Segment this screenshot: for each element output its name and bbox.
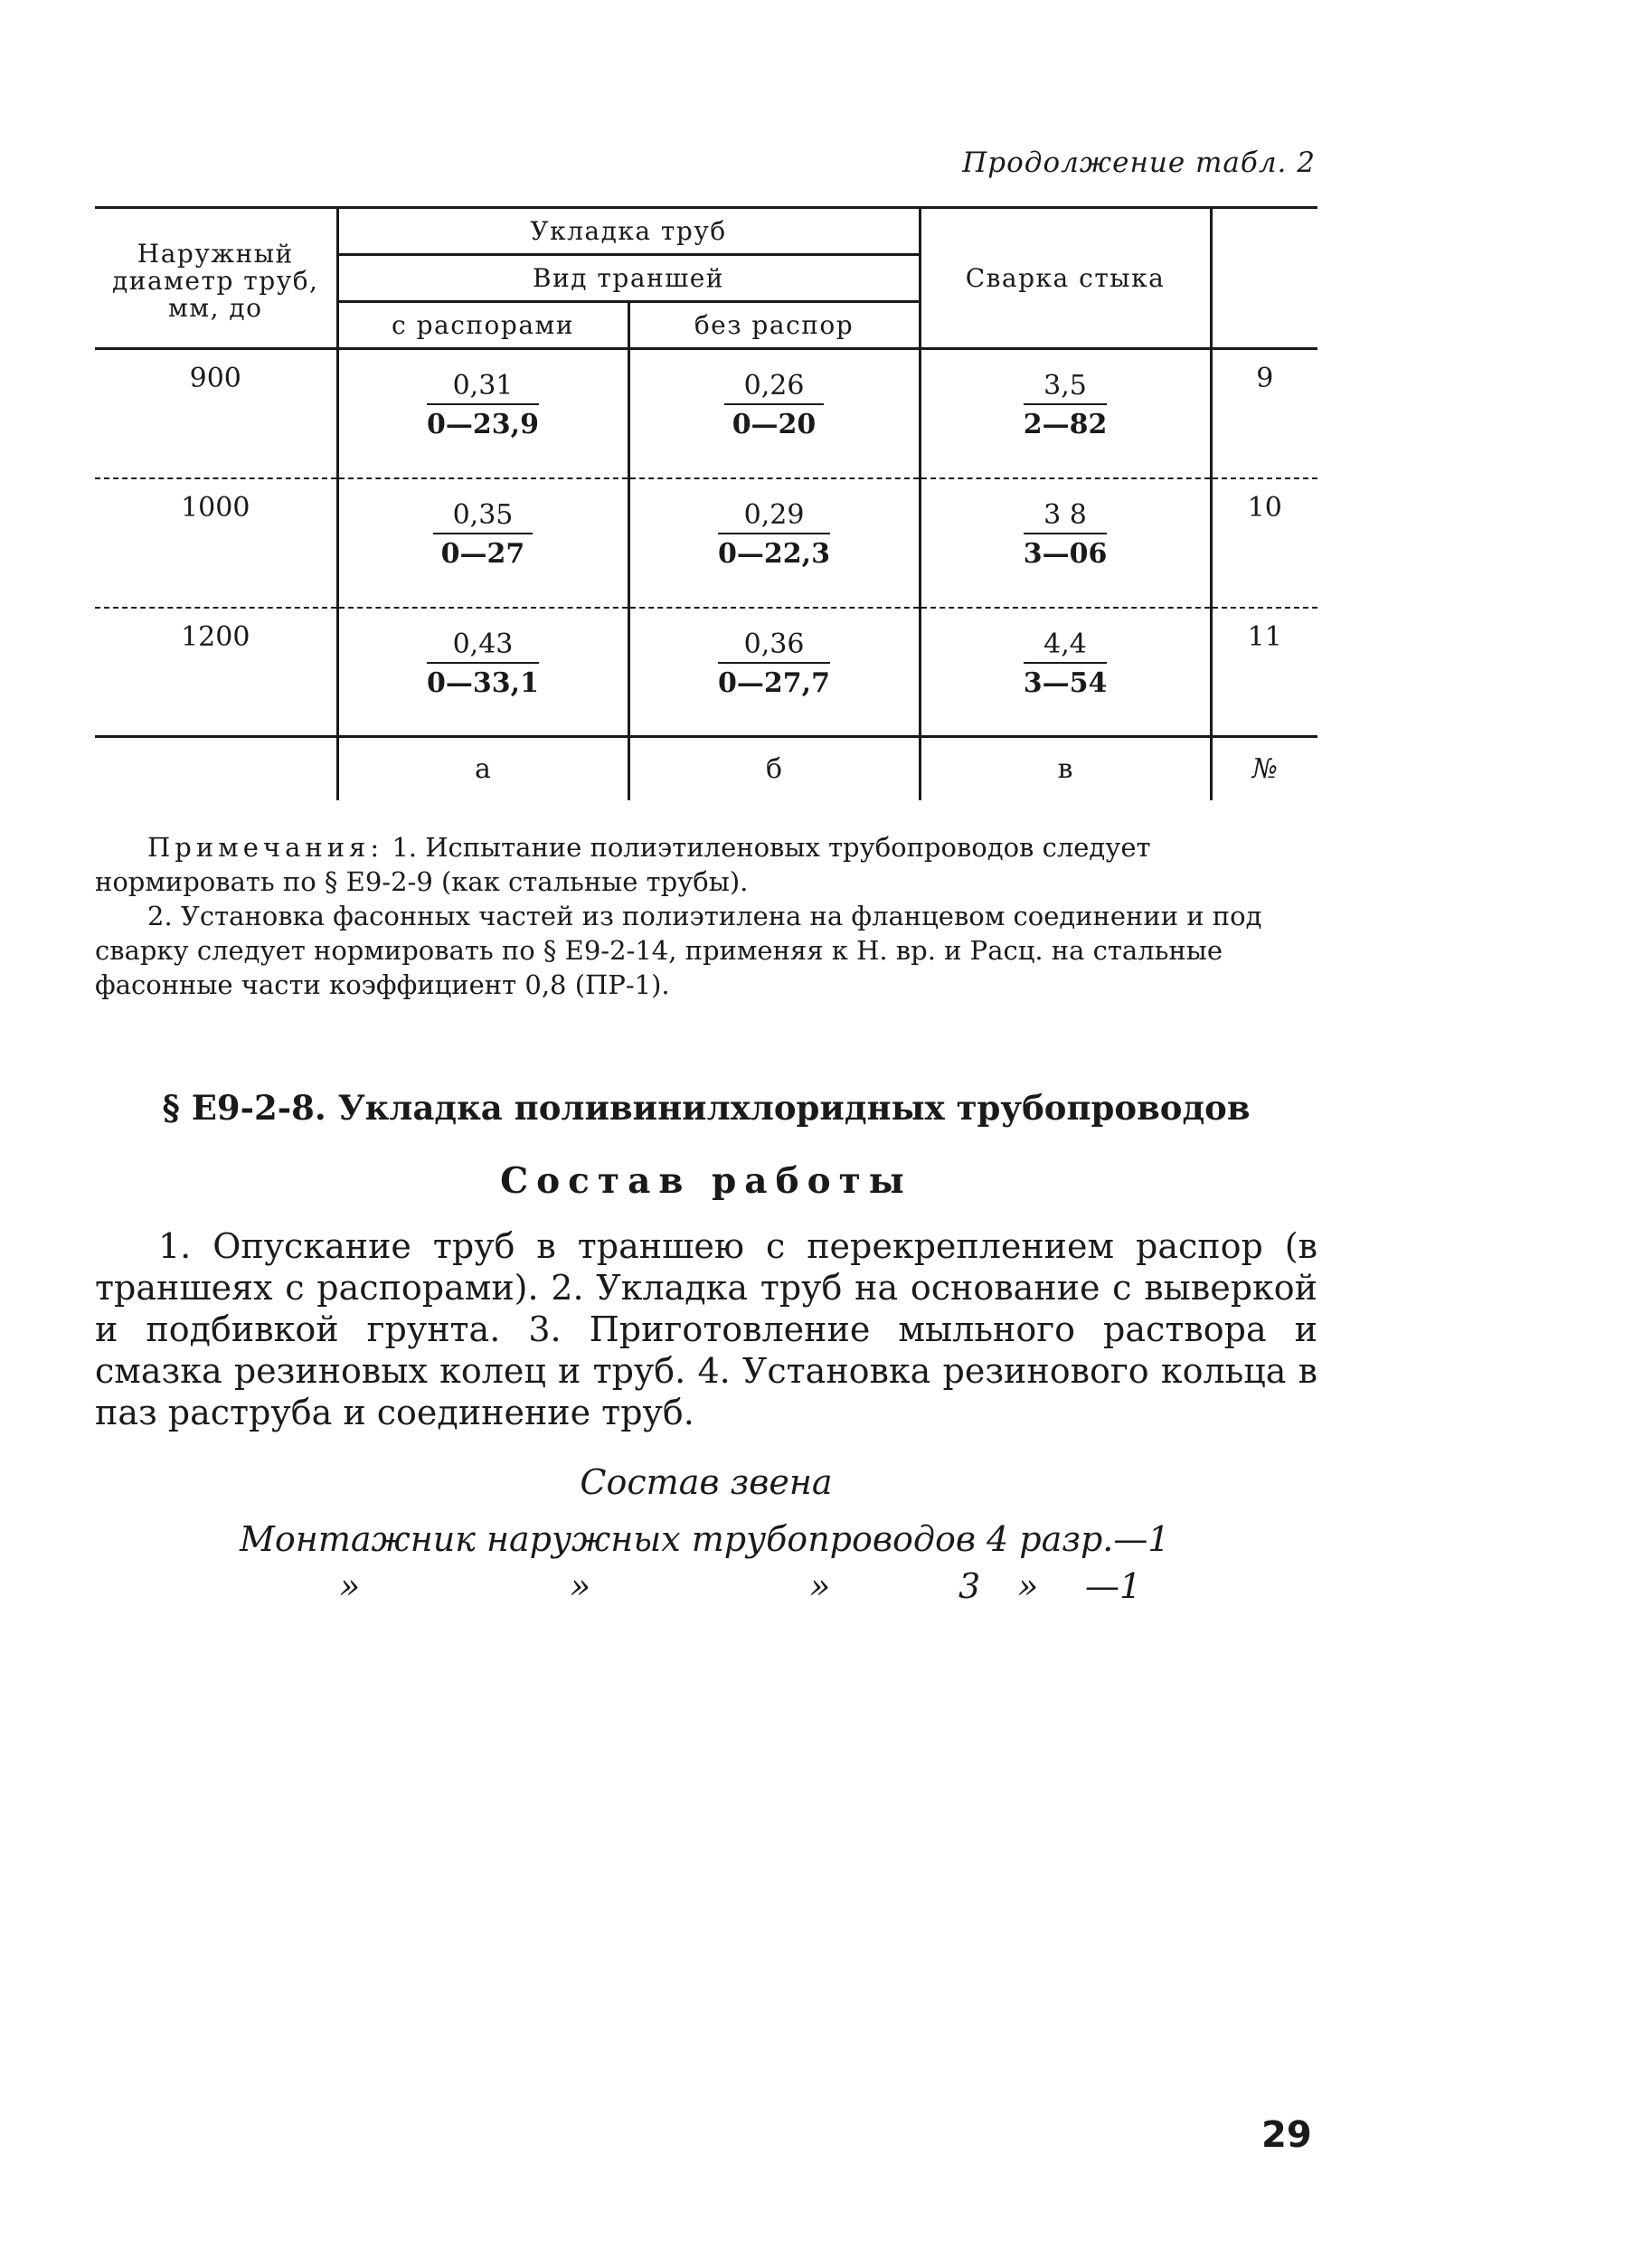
crew-list	[240, 1516, 1234, 1610]
rate-without-struts: $\frac{0,29}{0—22,3}$	[718, 498, 830, 570]
notes-label: Примечания:	[147, 832, 384, 863]
norms-table	[95, 206, 1317, 800]
crew-line-2	[240, 1563, 1234, 1610]
work-title: Состав работы	[500, 1160, 912, 1202]
rate-welding: $\frac{3 8}{3—06}$	[1023, 498, 1108, 570]
rate-with-struts: $\frac{0,43}{0—33,1}$	[427, 628, 539, 699]
ditto-mark: »	[1017, 1566, 1039, 1606]
rate-without-struts: $\frac{0,26}{0—20}$	[724, 370, 825, 440]
ditto-mark: »	[339, 1566, 361, 1606]
note-2: 2. Установка фасонных частей из полиэтилена на фланцевом соединении и под сварку следует нормировать по § Е9-2-14, применяя к Н. вр. и Расц. на стальные фасонные части коэффициент 0,8 (ПР-1).	[95, 901, 1262, 1000]
header-laying: Укладка труб	[337, 208, 920, 255]
table-row	[95, 478, 1317, 608]
table-caption: Продолжение табл. 2	[962, 146, 1316, 179]
footer-b: б	[628, 737, 920, 800]
rate-with-struts: $\frac{0,31}{0—23,9}$	[427, 370, 539, 440]
row-diameter: 900	[189, 363, 241, 394]
notes	[95, 830, 1317, 1002]
ditto-mark: »	[570, 1566, 591, 1606]
crew-line-1: Монтажник наружных трубопроводов 4 разр.—1	[240, 1519, 1170, 1559]
rate-without-struts: $\frac{0,36}{0—27,7}$	[718, 628, 830, 699]
note-1: Примечания: 1. Испытание полиэтиленовых трубопроводов следует нормировать по § Е9-2-9 (как стальные трубы).	[95, 832, 1151, 897]
work-text: 1. Опускание труб в траншею с перекреплением распор (в траншеях с распорами). 2. Укладка труб на основание с выверкой и подбивкой грунта. 3. Приготовление мыльного раствора и смазка резиновых колец и труб. 4. Установка резинового кольца в паз раструба и соединение труб.	[95, 1226, 1317, 1432]
row-number: 9	[1256, 363, 1274, 394]
crew-title: Состав звена	[580, 1462, 833, 1502]
table-row	[95, 608, 1317, 737]
row-diameter: 1000	[181, 491, 250, 524]
row-number: 10	[1247, 491, 1282, 524]
header-blank	[1211, 208, 1317, 349]
header-with-struts: с распорами	[337, 302, 628, 349]
work-description	[95, 1225, 1317, 1433]
footer-c: в	[920, 737, 1211, 800]
header-without-struts: без распор	[628, 302, 920, 349]
crew-count: —1	[1085, 1566, 1142, 1606]
row-number: 11	[1247, 620, 1282, 653]
header-welding: Сварка стыка	[920, 208, 1211, 349]
rate-welding: $\frac{3,5}{2—82}$	[1023, 370, 1108, 440]
footer-a: а	[337, 737, 628, 800]
header-diameter: Наружный диаметр труб, мм, до	[95, 208, 337, 349]
page-number: 29	[1261, 2114, 1312, 2156]
header-trench-type: Вид траншей	[337, 255, 920, 302]
rate-welding: $\frac{4,4}{3—54}$	[1023, 628, 1108, 699]
rate-with-struts: $\frac{0,35}{0—27}$	[433, 499, 534, 570]
crew-grade: 3	[958, 1566, 981, 1606]
table-footer-row	[95, 737, 1317, 800]
table-row	[95, 349, 1317, 478]
ditto-mark: »	[809, 1566, 831, 1606]
section-heading: § Е9-2-8. Укладка поливинилхлоридных трубопроводов	[162, 1088, 1251, 1128]
row-diameter: 1200	[181, 620, 250, 653]
footer-no: №	[1211, 737, 1317, 800]
